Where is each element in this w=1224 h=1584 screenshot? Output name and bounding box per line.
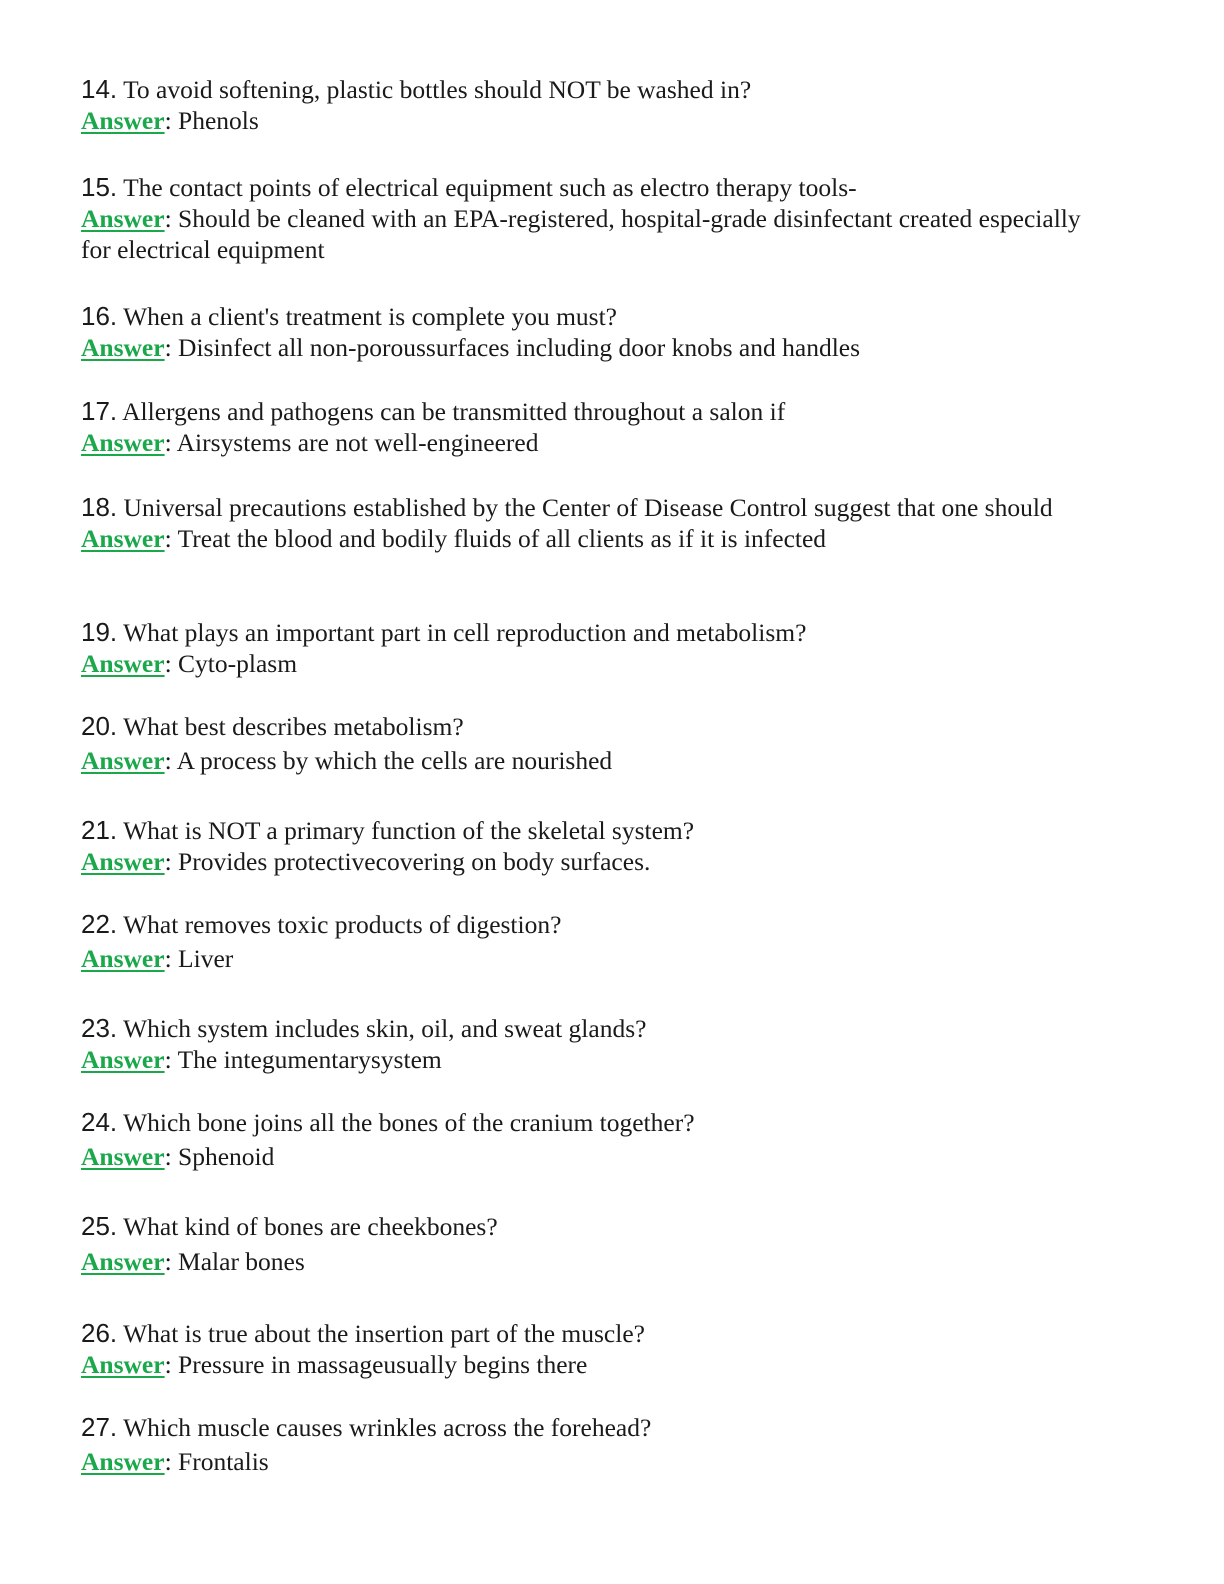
question-number: 21. xyxy=(81,815,118,845)
question-14 xyxy=(81,74,1081,105)
question-number: 19. xyxy=(81,617,118,647)
question-text: Which muscle causes wrinkles across the forehead? xyxy=(123,1413,652,1442)
answer-14: Answer: Phenols xyxy=(81,106,259,135)
qa-item-15 xyxy=(81,172,1081,265)
answer-link[interactable]: Answer xyxy=(81,428,165,457)
answer-text: Treat the blood and bodily fluids of all clients as if it is infected xyxy=(177,524,827,553)
answer-link[interactable]: Answer xyxy=(81,333,165,362)
question-17 xyxy=(81,396,1081,427)
answer-text: Sphenoid xyxy=(178,1142,275,1171)
qa-item-24 xyxy=(81,1107,1081,1172)
question-number: 27. xyxy=(81,1412,118,1442)
question-text: What plays an important part in cell reproduction and metabolism? xyxy=(123,618,807,647)
question-15 xyxy=(81,172,1081,203)
answer-link[interactable]: Answer xyxy=(81,746,165,775)
answer-25: Answer: Malar bones xyxy=(81,1247,305,1276)
answer-text: Phenols xyxy=(178,106,259,135)
answer-text: Liver xyxy=(178,944,234,973)
question-number: 17. xyxy=(81,396,118,426)
question-number: 22. xyxy=(81,909,118,939)
question-text: To avoid softening, plastic bottles should NOT be washed in? xyxy=(123,75,752,104)
answer-15: Answer: Should be cleaned with an EPA-registered, hospital-grade disinfectant created especially for electrical equipment xyxy=(81,204,1081,264)
qa-item-17 xyxy=(81,396,1081,458)
qa-item-16 xyxy=(81,301,1081,363)
qa-item-14 xyxy=(81,74,1081,136)
answer-link[interactable]: Answer xyxy=(81,1247,165,1276)
answer-link[interactable]: Answer xyxy=(81,1142,165,1171)
question-20 xyxy=(81,711,1081,742)
answer-text: Disinfect all non-poroussurfaces including door knobs and handles xyxy=(178,333,861,362)
answer-27: Answer: Frontalis xyxy=(81,1447,269,1476)
qa-item-20 xyxy=(81,711,1081,776)
question-text: Which system includes skin, oil, and sweat glands? xyxy=(123,1014,647,1043)
question-23 xyxy=(81,1013,1081,1044)
question-text: What is true about the insertion part of the muscle? xyxy=(123,1319,645,1348)
answer-text: Pressure in massageusually begins there xyxy=(178,1350,588,1379)
question-25 xyxy=(81,1211,1081,1242)
answer-text: Frontalis xyxy=(178,1447,269,1476)
answer-20: Answer: A process by which the cells are nourished xyxy=(81,746,613,775)
qa-item-27 xyxy=(81,1412,1081,1477)
answer-19: Answer: Cyto-plasm xyxy=(81,649,298,678)
answer-link[interactable]: Answer xyxy=(81,944,165,973)
question-number: 14. xyxy=(81,74,118,104)
question-26 xyxy=(81,1318,1081,1349)
answer-text: A process by which the cells are nourished xyxy=(176,746,613,775)
answer-text: Airsystems are not well-engineered xyxy=(176,428,539,457)
question-text: When a client's treatment is complete you must? xyxy=(123,302,617,331)
answer-link[interactable]: Answer xyxy=(81,106,165,135)
answer-21: Answer: Provides protectivecovering on body surfaces. xyxy=(81,847,651,876)
question-text: What kind of bones are cheekbones? xyxy=(123,1212,498,1241)
answer-link[interactable]: Answer xyxy=(81,649,165,678)
question-number: 26. xyxy=(81,1318,118,1348)
question-number: 24. xyxy=(81,1107,118,1137)
question-16 xyxy=(81,301,1081,332)
qa-item-25 xyxy=(81,1211,1081,1277)
question-22 xyxy=(81,909,1081,940)
question-text: Universal precautions established by the Center of Disease Control suggest that one should xyxy=(123,493,1053,522)
question-18 xyxy=(81,492,1081,523)
question-text: What best describes metabolism? xyxy=(123,712,464,741)
qa-item-26 xyxy=(81,1318,1081,1380)
question-number: 23. xyxy=(81,1013,118,1043)
question-number: 25. xyxy=(81,1211,118,1241)
answer-23: Answer: The integumentarysystem xyxy=(81,1045,442,1074)
qa-item-21 xyxy=(81,815,1081,877)
qa-item-23 xyxy=(81,1013,1081,1075)
question-text: What is NOT a primary function of the skeletal system? xyxy=(123,816,695,845)
question-number: 15. xyxy=(81,172,118,202)
answer-text: Malar bones xyxy=(178,1247,305,1276)
answer-18: Answer: Treat the blood and bodily fluids of all clients as if it is infected xyxy=(81,524,827,553)
answer-link[interactable]: Answer xyxy=(81,204,165,233)
answer-16: Answer: Disinfect all non-poroussurfaces including door knobs and handles xyxy=(81,333,861,362)
answer-text: Cyto-plasm xyxy=(178,649,298,678)
question-24 xyxy=(81,1107,1081,1138)
answer-17: Answer: Airsystems are not well-engineered xyxy=(81,428,539,457)
answer-text: Should be cleaned with an EPA-registered, hospital-grade disinfectant created especially for electrical equipment xyxy=(81,204,1081,264)
answer-link[interactable]: Answer xyxy=(81,1350,165,1379)
answer-link[interactable]: Answer xyxy=(81,524,165,553)
question-number: 18. xyxy=(81,492,118,522)
answer-22: Answer: Liver xyxy=(81,944,234,973)
qa-item-19 xyxy=(81,617,1081,679)
answer-24: Answer: Sphenoid xyxy=(81,1142,275,1171)
qa-item-18 xyxy=(81,492,1081,554)
answer-26: Answer: Pressure in massageusually begins there xyxy=(81,1350,588,1379)
question-text: Which bone joins all the bones of the cranium together? xyxy=(123,1108,695,1137)
question-19 xyxy=(81,617,1081,648)
question-text: Allergens and pathogens can be transmitted throughout a salon if xyxy=(122,397,786,426)
question-27 xyxy=(81,1412,1081,1443)
answer-link[interactable]: Answer xyxy=(81,847,165,876)
question-21 xyxy=(81,815,1081,846)
question-number: 16. xyxy=(81,301,118,331)
question-text: The contact points of electrical equipment such as electro therapy tools- xyxy=(123,173,857,202)
answer-link[interactable]: Answer xyxy=(81,1447,165,1476)
answer-text: The integumentarysystem xyxy=(177,1045,442,1074)
question-text: What removes toxic products of digestion? xyxy=(123,910,562,939)
answer-link[interactable]: Answer xyxy=(81,1045,165,1074)
answer-text: Provides protectivecovering on body surfaces. xyxy=(178,847,651,876)
question-number: 20. xyxy=(81,711,118,741)
qa-item-22 xyxy=(81,909,1081,974)
